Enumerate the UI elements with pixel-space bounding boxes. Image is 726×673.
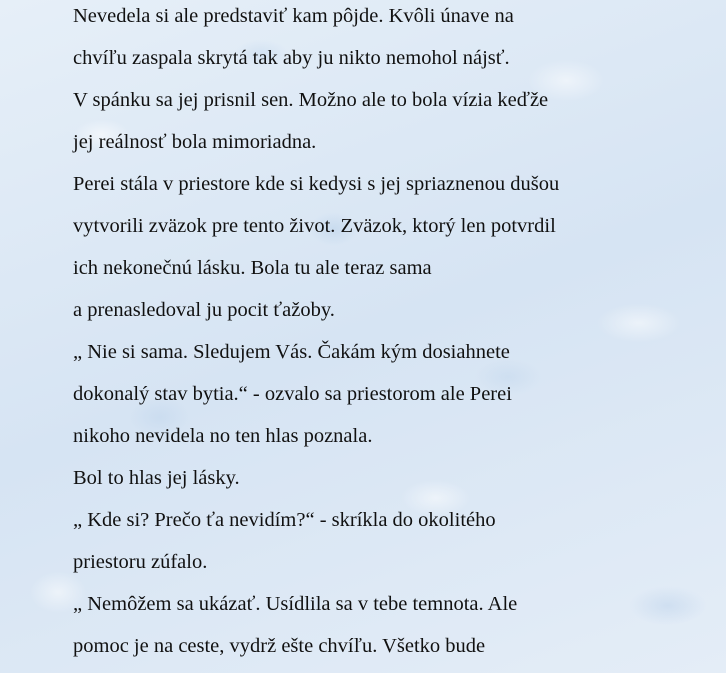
text-line: „ Nie si sama. Sledujem Vás. Čakám kým dosiahnete — [73, 341, 510, 363]
text-line: Bol to hlas jej lásky. — [73, 467, 240, 489]
text-line: priestoru zúfalo. — [73, 551, 208, 573]
text-line: nikoho nevidela no ten hlas poznala. — [73, 425, 373, 447]
text-line: V spánku sa jej prisnil sen. Možno ale to bola vízia keďže — [73, 89, 549, 111]
text-line: „ Kde si? Prečo ťa nevidím?“ - skríkla do okolitého — [73, 509, 496, 531]
text-line: a prenasledoval ju pocit ťažoby. — [73, 299, 335, 321]
text-line: ich nekonečnú lásku. Bola tu ale teraz sama — [73, 257, 432, 279]
text-line: Perei stála v priestore kde si kedysi s jej spriaznenou dušou — [73, 173, 560, 195]
text-line: „ Nemôžem sa ukázať. Usídlila sa v tebe temnota. Ale — [73, 593, 518, 615]
document-text — [73, 0, 713, 672]
text-line: dokonalý stav bytia.“ - ozvalo sa priestorom ale Perei — [73, 383, 512, 405]
text-line: pomoc je na ceste, vydrž ešte chvíľu. Všetko bude — [73, 635, 486, 657]
text-line: vytvorili zväzok pre tento život. Zväzok, ktorý len potvrdil — [73, 215, 556, 237]
text-line: Nevedela si ale predstaviť kam pôjde. Kvôli únave na — [73, 5, 514, 27]
text-line: chvíľu zaspala skrytá tak aby ju nikto nemohol nájsť. — [73, 47, 510, 69]
text-line: jej reálnosť bola mimoriadna. — [73, 131, 317, 153]
